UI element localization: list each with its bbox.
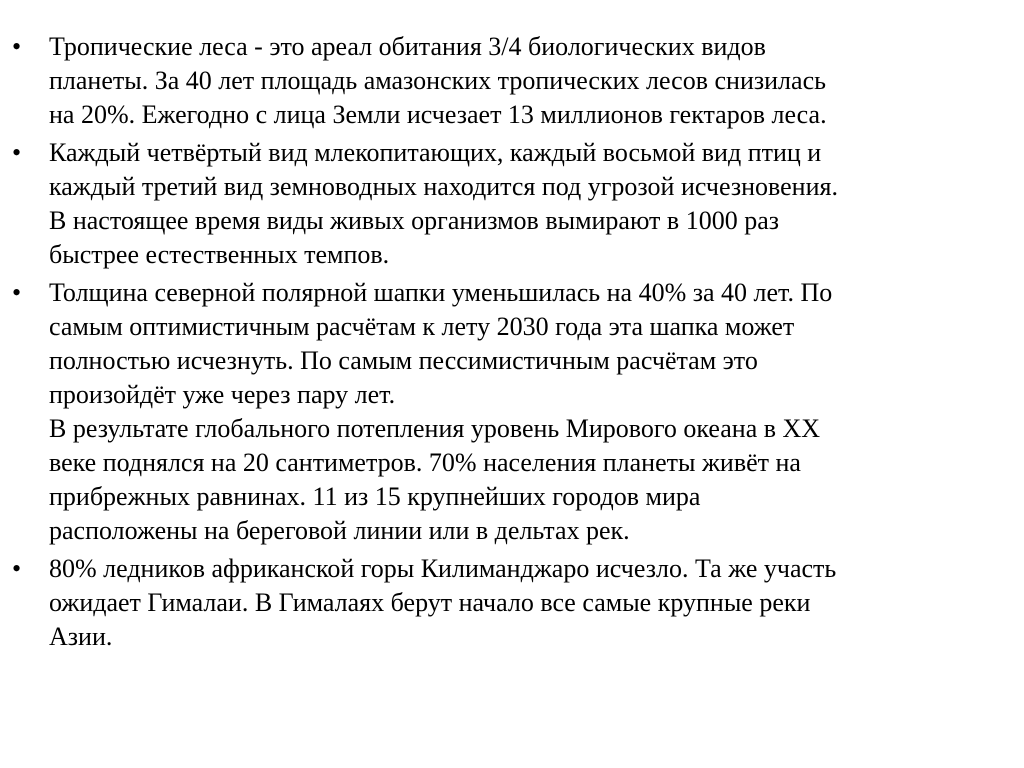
text-line: 80% ледников африканской горы Килиманджаро исчезло. Та же участь xyxy=(49,554,837,583)
bullet-marker: • xyxy=(12,32,22,61)
text-line: Азии. xyxy=(49,622,113,651)
text-line: В результате глобального потепления уровень Мирового океана в XX xyxy=(49,414,821,443)
bullet-item-endangered-species xyxy=(12,136,1012,272)
bullet-item-glaciers xyxy=(12,552,1012,654)
text-line: Толщина северной полярной шапки уменьшилась на 40% за 40 лет. По xyxy=(49,278,833,307)
bullet-list xyxy=(12,30,1012,658)
bullet-marker: • xyxy=(12,554,22,583)
bullet-item-rainforests xyxy=(12,30,1012,132)
text-line: планеты. За 40 лет площадь амазонских тропических лесов снизилась xyxy=(49,66,826,95)
text-line: на 20%. Ежегодно с лица Земли исчезает 13 миллионов гектаров леса. xyxy=(49,100,827,129)
text-line: В настоящее время виды живых организмов вымирают в 1000 раз xyxy=(49,206,780,235)
text-line: расположены на береговой линии или в дельтах рек. xyxy=(49,516,630,545)
text-line: быстрее естественных темпов. xyxy=(49,240,390,269)
text-line: ожидает Гималаи. В Гималаях берут начало все самые крупные реки xyxy=(49,588,811,617)
text-line: полностью исчезнуть. По самым пессимистичным расчётам это xyxy=(49,346,758,375)
bullet-item-polar-cap xyxy=(12,276,1012,548)
bullet-marker: • xyxy=(12,138,22,167)
text-line: произойдёт уже через пару лет. xyxy=(49,380,396,409)
text-line: веке поднялся на 20 сантиметров. 70% населения планеты живёт на xyxy=(49,448,801,477)
text-line: самым оптимистичным расчётам к лету 2030 года эта шапка может xyxy=(49,312,795,341)
text-line: каждый третий вид земноводных находится под угрозой исчезновения. xyxy=(49,172,838,201)
text-line: Тропические леса - это ареал обитания 3/4 биологических видов xyxy=(49,32,766,61)
text-line: Каждый четвёртый вид млекопитающих, каждый восьмой вид птиц и xyxy=(49,138,822,167)
text-line: прибрежных равнинах. 11 из 15 крупнейших городов мира xyxy=(49,482,701,511)
bullet-marker: • xyxy=(12,278,22,307)
